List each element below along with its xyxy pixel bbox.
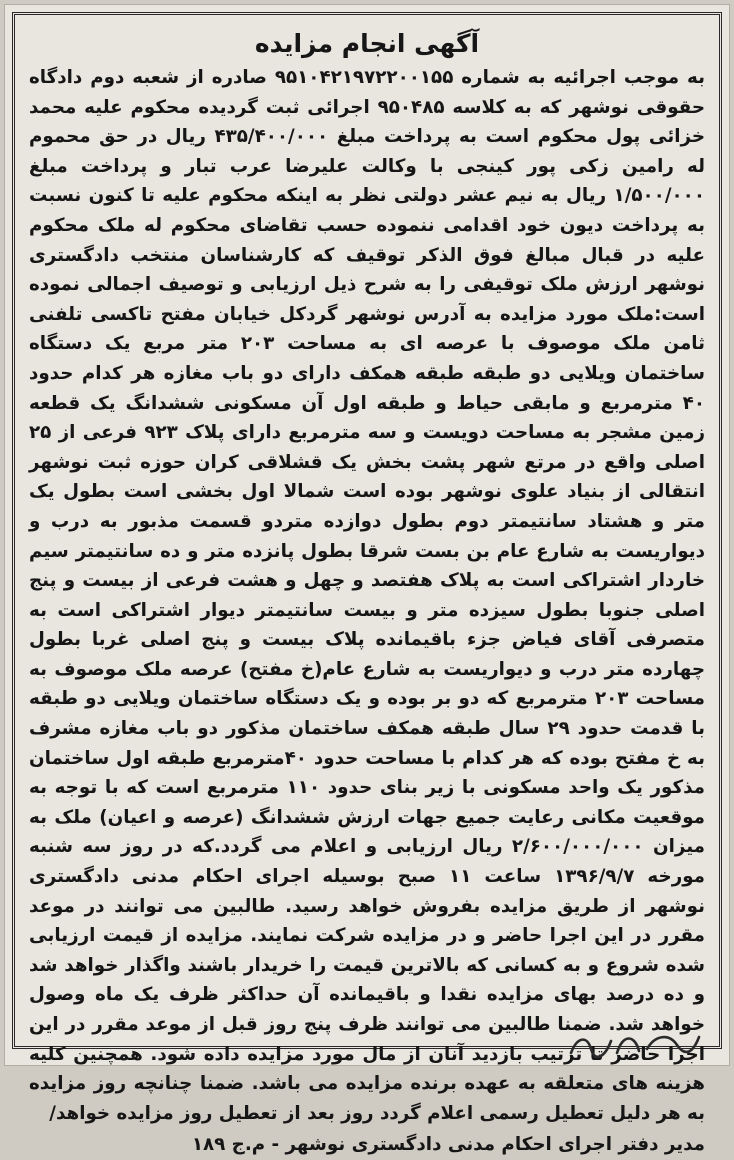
notice-title: آگهی انجام مزایده — [254, 29, 480, 58]
notice-signature: مدیر دفتر اجرای احکام مدنی دادگستری نوشهر - م.ج ۱۸۹ — [191, 1134, 705, 1156]
notice-frame — [12, 12, 722, 1156]
newspaper-clipping — [4, 4, 730, 1156]
notice-content — [29, 27, 705, 1160]
handwritten-mark — [565, 1023, 705, 1063]
notice-body: به موجب اجرائیه به شماره ۹۵۱۰۴۲۱۹۷۲۲۰۰۱۵۵ صادره از شعبه دوم دادگاه حقوقی نوشهر که به کلاسه ۹۵۰۴۸۵ اجرائی ثبت گردیده محکوم علیه محمد خزائی پول محکوم است به پرداخت مبلغ ۴۳۵/۴۰۰/۰۰۰ ریال در حق محموم له رامین زکی پور کینجی با وکالت علیرضا عرب تبار و پرداخت مبلغ ۱/۵۰۰/۰۰۰ ریال به نیم عشر دولتی نظر به اینکه محکوم علیه تا کنون نسبت به پرداخت دیون خود اقدامی ننموده حسب تقاضای محکوم له ملک محکوم علیه در قبال مبالغ فوق الذکر توقیف که کارشناسان منتخب دادگستری نوشهر ارزش ملک توقیفی را به شرح ذیل ارزیابی و توصیف اجمالی نموده است:ملک مورد مزایده به آدرس نوشهر گردکل خیابان مفتح تاکسی تلفنی ثامن ملک موصوف با عرصه ای به مساحت ۲۰۳ متر مربع یک دستگاه ساختمان ویلایی دو طبقه طبقه همکف دارای دو باب مغازه هر کدام حدود ۴۰ مترمربع و مابقی حیاط و طبقه اول آن مسکونی ششدانگ یک قطعه زمین مشجر به مساحت دویست و سه مترمربع دارای پلاک ۹۲۳ فرعی از ۲۵ اصلی واقع در مرتع شهر پشت بخش یک قشلاقی کران حوزه ثبت نوشهر انتقالی از بنیاد علوی نوشهر بوده است شمالا اول بخشی است بطول یک متر و هشتاد سانتیمتر دوم بطول دوازده متردو قسمت مذبور به درب و دیواریست به شارع عام بن بست شرقا بطول پانزده متر و ده سانتیمتر سیم خاردار اشتراکی است به پلاک هفتصد و چهل و هشت فرعی از بیست و پنج اصلی جنوبا بطول سیزده متر و بیست سانتیمتر دیوار اشتراکی است به متصرفی آقای فیاض جزء باقیمانده پلاک بیست و پنج اصلی غربا بطول چهارده متر درب و دیواریست به شارع عام(خ مفتح) عرصه ملک موصوف به مساحت ۲۰۳ مترمربع که دو بر بوده و یک دستگاه ساختمان ویلایی دو طبقه با قدمت حدود ۲۹ سال طبقه همکف ساختمان مذکور دو باب مغازه مشرف به خ مفتح بوده که هر کدام با مساحت حدود ۴۰مترمربع طبقه اول ساختمان مذکور یک واحد مسکونی با زیر بنای حدود ۱۱۰ مترمربع است که با توجه به موقعیت مکانی رعایت جمیع جهات ارزش ششدانگ (عرصه و اعیان) ملک به میزان ۲/۶۰۰/۰۰۰/۰۰۰ ریال ارزیابی و اعلام می گردد.که در روز سه شنبه مورخه ۱۳۹۶/۹/۷ ساعت ۱۱ صبح بوسیله اجرای احکام مدنی دادگستری نوشهر از طریق مزایده بفروش خواهد رسید. طالبین می توانند در موعد مقرر در این اجرا حاضر و در مزایده شرکت نمایند. مزایده از قیمت ارزیابی شده شروع و به کسانی که بالاترین قیمت را خریدار باشند واگذار خواهد شد و ده درصد بهای مزایده نقدا و باقیمانده آن حداکثر ظرف یک ماه وصول خواهد شد. ضمنا طالبین می توانند ظرف پنج روز قبل از موعد مقرر در این اجرا حاضر تا ترتیب بازدید آنان از مال مورد مزایده داده شود. همچنین کلیه هزینه های متعلقه به عهده برنده مزایده می باشد. ضمنا چنانچه روز مزایده به هر دلیل تعطیل رسمی اعلام گردد روز بعد از تعطیل روز مزایده خواهد/ — [29, 67, 706, 1124]
